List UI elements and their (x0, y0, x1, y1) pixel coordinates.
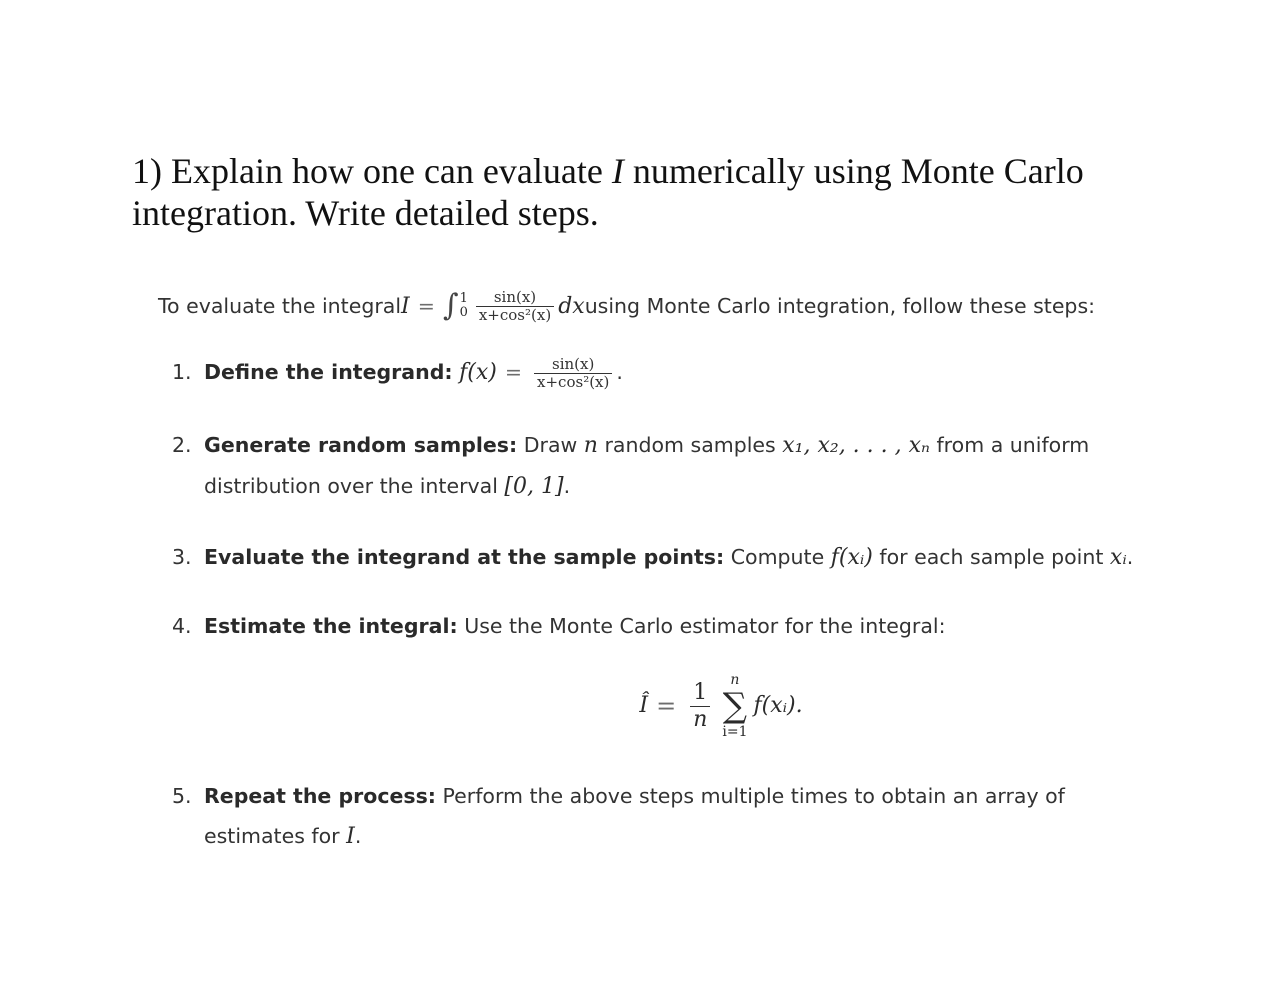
step-end: . (354, 824, 362, 848)
answer-body (158, 282, 1168, 857)
step-title: Repeat the process: (204, 784, 436, 808)
step-end: . (616, 360, 623, 384)
answer-intro (158, 282, 1168, 330)
interval-expression: [0, 1] (504, 474, 564, 499)
list-item (158, 352, 1168, 393)
step-title: Generate random samples: (204, 433, 518, 457)
sigma-icon: ∑ (722, 686, 748, 726)
integral-sign: ∫ 1 0 (442, 288, 468, 323)
summation (722, 672, 747, 740)
samples-expression: x₁, x₂, . . . , xₙ (782, 433, 930, 458)
step-text-c: from a uniform distribution over the interval (204, 433, 1090, 498)
estimator-lhs: Î (639, 693, 649, 718)
integrand-denominator: x+cos²(x) (476, 306, 554, 324)
integral-variable: I (346, 824, 355, 849)
estimator-fraction (690, 680, 710, 733)
list-item (158, 606, 1168, 752)
question-text-part1: 1) Explain how one can evaluate (132, 151, 612, 191)
step-number: 1. (172, 360, 192, 384)
integral-lower-limit: 0 (459, 305, 468, 320)
sample-count-variable: n (583, 433, 598, 458)
estimator-denominator: n (690, 706, 710, 733)
estimator-formula (274, 660, 1168, 752)
step-text: Perform the above steps multiple times to obtain an array of estimates for (204, 784, 1065, 848)
sum-lower-limit: i=1 (722, 724, 748, 740)
xi-expression: xᵢ (1109, 545, 1127, 570)
sum-upper-limit: n (730, 672, 740, 688)
step-text-a: Draw (517, 433, 584, 457)
intro-prefix: To evaluate the integral (158, 294, 402, 318)
intro-variable: I (401, 293, 410, 319)
fx-expression: f(x) (459, 360, 497, 385)
estimator-rhs: f(xᵢ). (753, 693, 803, 718)
integrand-fraction (476, 289, 554, 324)
step-number: 5. (172, 784, 192, 808)
step-text-b: for each sample point (872, 545, 1110, 569)
step-number: 3. (172, 545, 192, 569)
step-number: 2. (172, 433, 192, 457)
fraction-denominator: x+cos²(x) (534, 373, 612, 391)
question-heading (132, 150, 1132, 234)
step-text-b: random samples (597, 433, 783, 457)
integrand-numerator: sin(x) (493, 287, 537, 306)
intro-suffix: using Monte Carlo integration, follow these steps: (584, 294, 1096, 318)
list-item (158, 776, 1168, 857)
step-title: Evaluate the integrand at the sample points: (204, 545, 725, 569)
differential: dx (558, 293, 585, 319)
list-item (158, 537, 1168, 578)
step-number: 4. (172, 614, 192, 638)
step-title: Define the integrand: (204, 360, 453, 384)
integrand-fraction (534, 356, 612, 391)
steps-list (158, 352, 1168, 857)
fraction-numerator: sin(x) (552, 354, 595, 373)
step-text: Use the Monte Carlo estimator for the integral: (457, 614, 946, 638)
equals-sign: = (656, 692, 677, 720)
list-item (158, 425, 1168, 507)
step-end: . (563, 474, 571, 498)
fxi-expression: f(xᵢ) (830, 545, 873, 570)
equals-sign: = (417, 294, 435, 318)
integral-upper-limit: 1 (459, 291, 468, 306)
step-text-a: Compute (724, 545, 831, 569)
step-title: Estimate the integral: (204, 614, 458, 638)
estimator-numerator: 1 (693, 679, 708, 705)
question-text-part2: numerically using Monte Carlo integration. Write detailed steps. (132, 151, 1084, 233)
question-variable: I (611, 151, 624, 191)
step-end: . (1126, 545, 1134, 569)
equals-sign: = (504, 360, 523, 384)
